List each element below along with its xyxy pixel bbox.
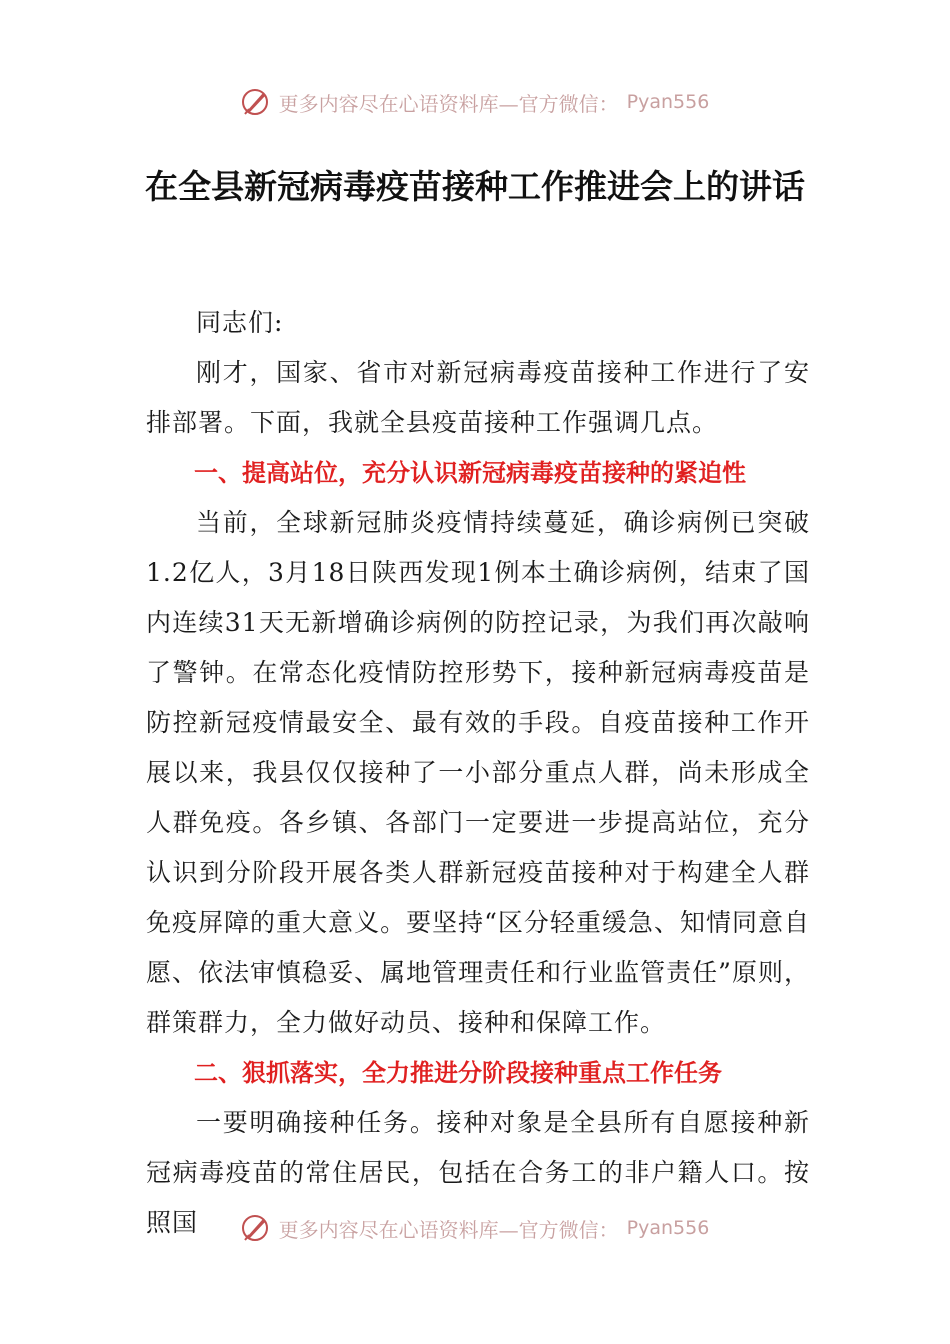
watermark-handle: Pyan556	[626, 91, 710, 113]
watermark-text: 更多内容尽在心语资料库—官方微信：	[278, 91, 619, 116]
document-body	[146, 298, 810, 1248]
watermark-text: 更多内容尽在心语资料库—官方微信：	[278, 1217, 619, 1242]
section-1-heading: 一、提高站位，充分认识新冠病毒疫苗接种的紧迫性	[194, 459, 746, 487]
quill-logo-icon	[241, 87, 271, 117]
watermark-banner-top	[0, 82, 950, 122]
section-2-paragraph: 一要明确接种任务。接种对象是全县所有自愿接种新冠病毒疫苗的常住居民，包括在合务工的非户籍人口。按照国	[146, 1108, 810, 1237]
intro-paragraph: 刚才，国家、省市对新冠病毒疫苗接种工作进行了安排部署。下面，我就全县疫苗接种工作强调几点。	[146, 358, 810, 437]
greeting: 同志们:	[196, 308, 284, 337]
section-1-paragraph: 当前，全球新冠肺炎疫情持续蔓延，确诊病例已突破1.2亿人，3月18日陕西发现1例本土确诊病例，结束了国内连续31天无新增确诊病例的防控记录，为我们再次敲响了警钟。在常态化疫情防控形势下，接种新冠病毒疫苗是防控新冠疫情最安全、最有效的手段。自疫苗接种工作开展以来，我县仅仅接种了一小部分重点人群，尚未形成全人群免疫。各乡镇、各部门一定要进一步提高站位，充分认识到分阶段开展各类人群新冠疫苗接种对于构建全人群免疫屏障的重大意义。要坚持“区分轻重缓急、知情同意自愿、依法审慎稳妥、属地管理责任和行业监管责任”原则，群策群力，全力做好动员、接种和保障工作。	[146, 508, 810, 1037]
watermark-banner-bottom	[0, 1208, 950, 1248]
watermark-handle: Pyan556	[626, 1217, 710, 1239]
page-title: 在全县新冠病毒疫苗接种工作推进会上的讲话	[145, 167, 805, 206]
section-2-heading: 二、狠抓落实，全力推进分阶段接种重点工作任务	[194, 1059, 722, 1087]
quill-logo-icon	[241, 1213, 271, 1243]
